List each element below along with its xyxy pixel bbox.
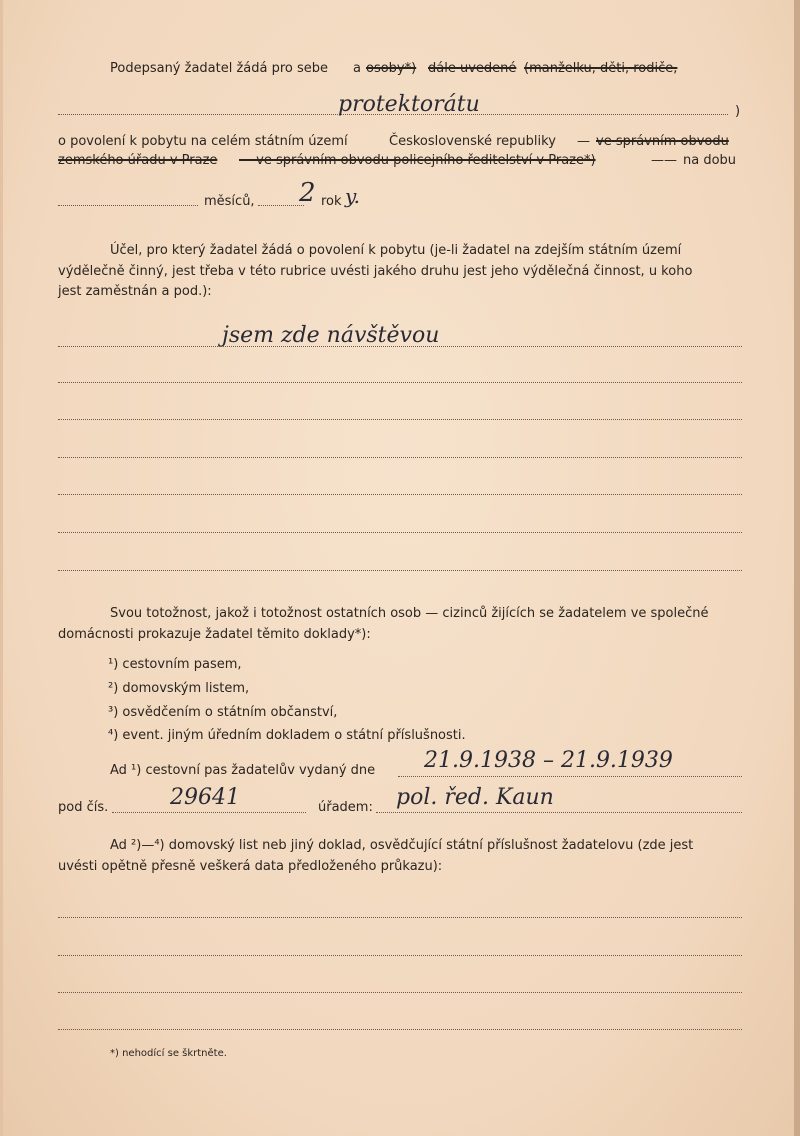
authority-line (376, 812, 742, 813)
footnote: *) nehodící se škrtněte. (110, 1048, 227, 1059)
purpose-text-1: Účel, pro který žadatel žádá o povolení k pobytu (je-li žadatel na zdejším státním území (110, 243, 682, 258)
ad2-line-4 (58, 1029, 742, 1030)
ad1-label: Ad ¹) cestovní pas žadatelův vydaný dne (110, 763, 376, 778)
line3-a: o povolení k pobytu na celém státním území (58, 134, 348, 149)
ad2-text-1: Ad ²)—⁴) domovský list neb jiný doklad, osvědčující státní příslušnost žadatelovu (zde jest (110, 838, 694, 853)
line1-manzelku-struck: (manželku, děti, rodiče, (524, 61, 678, 76)
purpose-text-2: výdělečně činný, jest třeba v této rubrice uvésti jakého druhu jest jeho výdělečná činnost, u koho (58, 264, 693, 279)
line2-closing-paren: ) (735, 104, 741, 119)
pod-cis-label: pod čís. (58, 800, 109, 815)
handwritten-authority: pol. řed. Kaun (396, 785, 554, 810)
handwritten-passport-number: 29641 (170, 785, 240, 810)
ad2-line-3 (58, 992, 742, 993)
identity-text-1: Svou totožnost, jakož i totožnost ostatních osob — cizinců žijících se žadatelem ve společné (110, 606, 709, 621)
line3-b: Československé republiky (389, 134, 556, 149)
purpose-line-6 (58, 532, 742, 533)
purpose-line-5 (58, 494, 742, 495)
months-dotted-line (58, 205, 198, 206)
line1-dale-struck: dále uvedené (428, 61, 517, 76)
purpose-text-3: jest zaměstnán a pod.): (58, 284, 212, 299)
line3-c-struck: ve správním obvodu (596, 134, 729, 149)
document-option-3: ³) osvědčením o státním občanství, (108, 705, 338, 720)
handwritten-purpose: jsem zde návštěvou (222, 323, 440, 348)
ad2-line-1 (58, 917, 742, 918)
purpose-line-1 (58, 346, 742, 347)
purpose-line-4 (58, 457, 742, 458)
identity-text-2: domácnosti prokazuje žadatel těmito doklady*): (58, 627, 371, 642)
purpose-line-3 (58, 419, 742, 420)
paper-edge-left (0, 0, 3, 1136)
ad2-text-2: uvésti opětně přesně veškerá data předloženého průkazu): (58, 859, 443, 874)
passport-number-line (112, 812, 306, 813)
uradem-label: úřadem: (318, 800, 373, 815)
handwritten-duration-number: 2 (299, 178, 316, 208)
passport-date-line (398, 776, 742, 777)
purpose-line-2 (58, 382, 742, 383)
handwritten-passport-dates: 21.9.1938 – 21.9.1939 (424, 748, 673, 773)
line4-c: —— (651, 153, 677, 168)
line1-a: a (353, 61, 361, 76)
document-option-2: ²) domovským listem, (108, 681, 250, 696)
document-option-1: ¹) cestovním pasem, (108, 657, 242, 672)
document-option-4: ⁴) event. jiným úředním dokladem o státní příslušnosti. (108, 728, 466, 743)
mesicu-label: měsíců, (204, 194, 255, 209)
line4-a-struck: zemského úřadu v Praze (58, 153, 218, 168)
line1-prefix: Podepsaný žadatel žádá pro sebe (110, 61, 329, 76)
paper-edge-right (794, 0, 800, 1136)
handwritten-status: protektorátu (338, 92, 480, 117)
rok-label: rok (321, 194, 342, 209)
line4-b-struck: — ve správním obvodu policejního ředitelství v Praze*) (239, 153, 596, 168)
purpose-line-7 (58, 570, 742, 571)
years-dotted-line (258, 205, 304, 206)
line3-dash: — (577, 134, 590, 149)
line1-osoby-struck: osoby*) (366, 61, 417, 76)
ad2-line-2 (58, 955, 742, 956)
line4-d: na dobu (683, 153, 737, 168)
handwritten-duration-mark: y. (345, 184, 360, 208)
